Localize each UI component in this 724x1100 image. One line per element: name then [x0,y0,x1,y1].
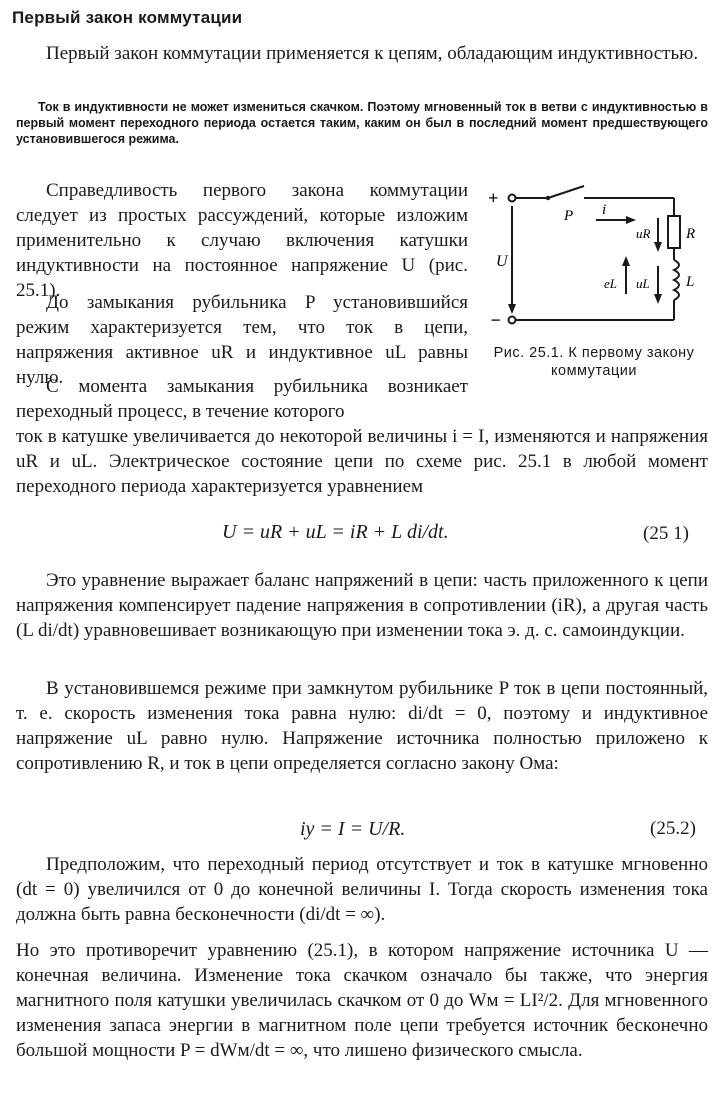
equation-25-2: iу = I = U/R. [300,818,406,840]
intro-paragraph: Первый закон коммутации применяется к цепям, обладающим индуктивностью. [46,43,699,64]
figure-caption: Рис. 25.1. К первому закону коммутации [493,345,695,379]
paragraph-voltage-balance: Это уравнение выражает баланс напряжений в цепи: часть приложенного к цепи напряжения компенсирует падение напряжения в сопротивлении (iR), а другая часть (L di/dt) уравновешивает возникающую при изменении тока э. д. с. самоиндукции. [16,570,708,641]
paragraph-transient-cont: ток в катушке увеличивается до некоторой величины i = I, изменяются и напряжения uR и uL. Электрическое состояние цепи по схеме рис. 25.1 в любой момент переходного периода характеризуется уравнением [16,426,708,497]
equation-number-25-1: (25 1) [643,523,689,544]
current-arrowhead [626,216,636,224]
switch-pivot [546,196,550,200]
voltage-arrowhead [508,304,516,314]
voltage-label: U [496,253,508,270]
current-label: i [602,202,607,218]
paragraph-justification: Справедливость первого закона коммутации следует из простых рассуждений, которые изложим применительно к случаю включения катушки индуктивности на постоянное напряжение U (рис. 25.1). [16,180,468,301]
plus-terminal [509,195,516,202]
resistor-symbol [668,216,680,248]
inductor-label: L [686,274,695,290]
el-label: eL [604,276,617,291]
ul-label: uL [636,276,650,291]
paragraph-transient-start: С момента замыкания рубильника возникает переходный процесс, в течение которого [16,376,468,422]
paragraph-contradiction: Предположим, что переходный период отсутствует и ток в катушке мгновенно (dt = 0) увеличился от 0 до конечной величины I. Тогда скорость изменения тока должна быть равна бесконечности (di/dt = ∞). [16,854,708,925]
el-arrowhead [622,256,630,266]
plus-label: + [488,188,499,208]
law-statement: Ток в индуктивности не может измениться скачком. Поэтому мгновенный ток в ветви с индуктивностью в первый момент переходного периода остается таким, каким он был в последний момент предшествующего установившегося режима. [16,100,708,146]
ur-arrowhead [654,242,662,252]
ul-arrowhead [654,294,662,304]
resistor-label: R [686,226,696,242]
section-heading: Первый закон коммутации [12,8,243,27]
ur-label: uR [636,226,651,241]
paragraph-energy: Но это противоречит уравнению (25.1), в котором напряжение источника U — конечная величина. Изменение тока скачком означало бы также, что энергия магнитного поля катушки увеличилась скачком от 0 до Wм = LI²/2. Для мгновенного изменения запаса энергии в магнитном поле цепи требуется источник бесконечно большой мощности P = dWм/dt = ∞, что лишено физического смысла. [16,940,708,1061]
paragraph-steady-state: В установившемся режиме при замкнутом рубильнике P ток в цепи постоянный, т. е. скорость изменения тока равна нулю: di/dt = 0, поэтому и индуктивное напряжение uL равно нулю. Напряжение источника полностью приложено к сопротивлению R, и ток в цепи определяется согласно закону Ома: [16,678,708,774]
minus-terminal [509,317,516,324]
minus-label: − [490,310,501,330]
equation-25-1: U = uR + uL = iR + L di/dt. [222,521,449,543]
paragraph-before-switch: До замыкания рубильника P установившийся режим характеризуется тем, что ток в цепи, напряжения активное uR и индуктивное uL равны нулю. [16,292,468,388]
switch-label: P [564,208,574,224]
inductor-symbol [674,260,679,300]
switch-blade [548,186,584,198]
circuit-diagram [478,180,714,335]
equation-number-25-2: (25.2) [650,818,696,839]
